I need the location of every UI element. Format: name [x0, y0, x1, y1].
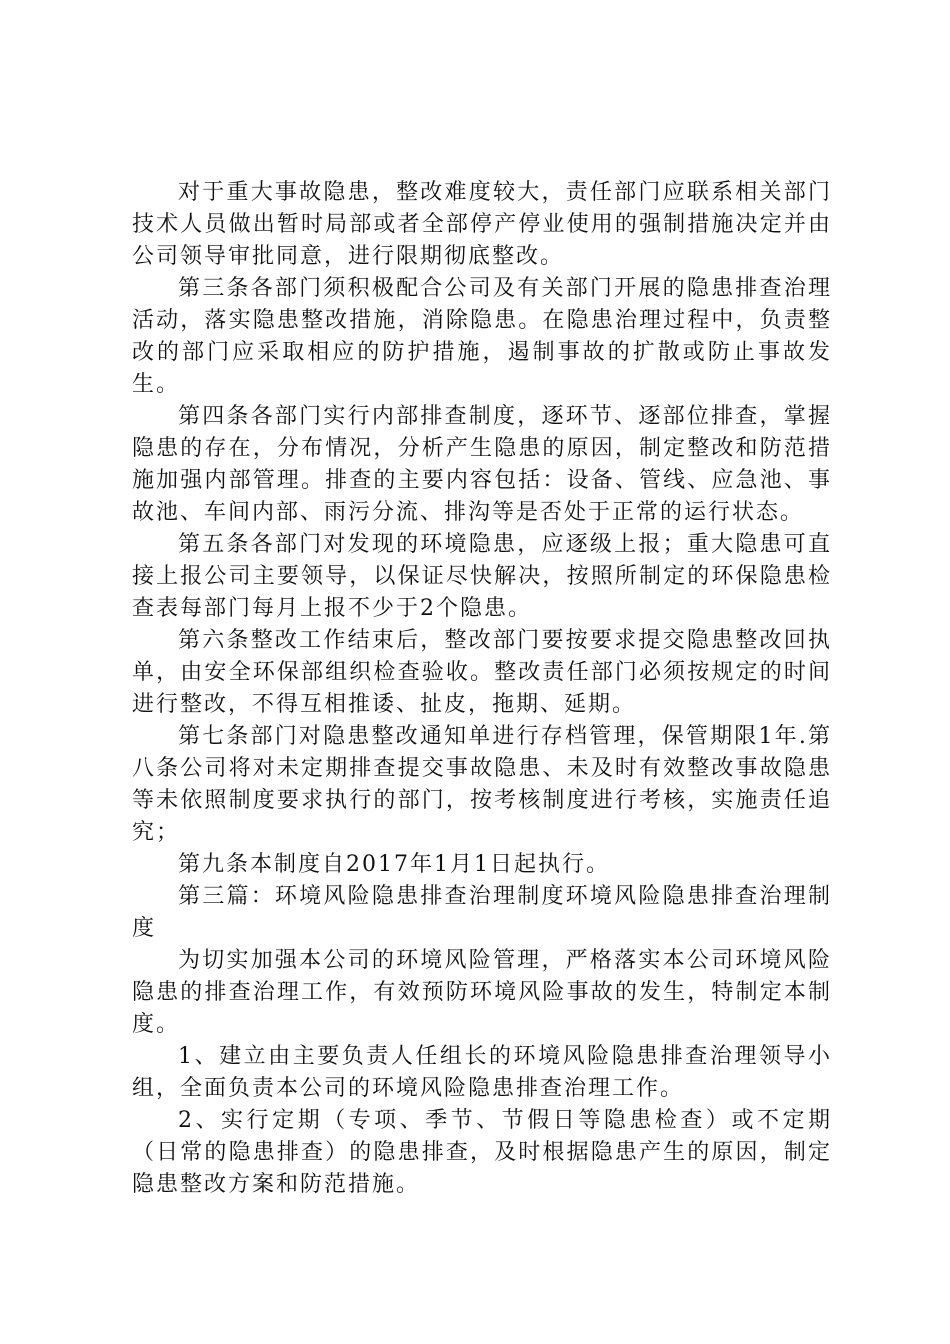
list-item-2: 2、实行定期（专项、季节、节假日等隐患检查）或不定期（日常的隐患排查）的隐患排查，及时根据隐患产生的原因，制定隐患整改方案和防范措施。 — [132, 1108, 832, 1197]
paragraph-purpose: 为切实加强本公司的环境风险管理，严格落实本公司环境风险隐患的排查治理工作，有效预防环境风险事故的发生，特制定本制度。 — [132, 948, 832, 1037]
paragraph-major-hazard: 对于重大事故隐患，整改难度较大，责任部门应联系相关部门技术人员做出暂时局部或者全部停产停业使用的强制措施决定并由公司领导审批同意，进行限期彻底整改。 — [132, 180, 832, 269]
paragraph-article-7-8: 第七条部门对隐患整改通知单进行存档管理，保管期限1年.第八条公司将对未定期排查提交事故隐患、未及时有效整改事故隐患等未依照制度要求执行的部门，按考核制度进行考核，实施责任追究； — [132, 724, 832, 845]
paragraph-article-9: 第九条本制度自2017年1月1日起执行。 — [178, 852, 610, 877]
paragraph-article-3: 第三条各部门须积极配合公司及有关部门开展的隐患排查治理活动，落实隐患整改措施，消除隐患。在隐患治理过程中，负责整改的部门应采取相应的防护措施，遏制事故的扩散或防止事故发生。 — [132, 276, 832, 397]
paragraph-article-5: 第五条各部门对发现的环境隐患，应逐级上报；重大隐患可直接上报公司主要领导，以保证尽快解决，按照所制定的环保隐患检查表每部门每月上报不少于2个隐患。 — [132, 532, 832, 621]
paragraph-article-4: 第四条各部门实行内部排查制度，逐环节、逐部位排查，掌握隐患的存在，分布情况，分析产生隐患的原因，制定整改和防范措施加强内部管理。排查的主要内容包括：设备、管线、应急池、事故池、车间内部、雨污分流、排沟等是否处于正常的运行状态。 — [132, 404, 832, 525]
document-body — [132, 177, 832, 1201]
list-item-1: 1、建立由主要负责人任组长的环境风险隐患排查治理领导小组，全面负责本公司的环境风险隐患排查治理工作。 — [132, 1044, 832, 1101]
section-heading-part-3: 第三篇：环境风险隐患排查治理制度环境风险隐患排查治理制度 — [132, 884, 832, 941]
paragraph-article-6: 第六条整改工作结束后，整改部门要按要求提交隐患整改回执单，由安全环保部组织检查验收。整改责任部门必须按规定的时间进行整改，不得互相推诿、扯皮，拖期、延期。 — [132, 628, 832, 717]
